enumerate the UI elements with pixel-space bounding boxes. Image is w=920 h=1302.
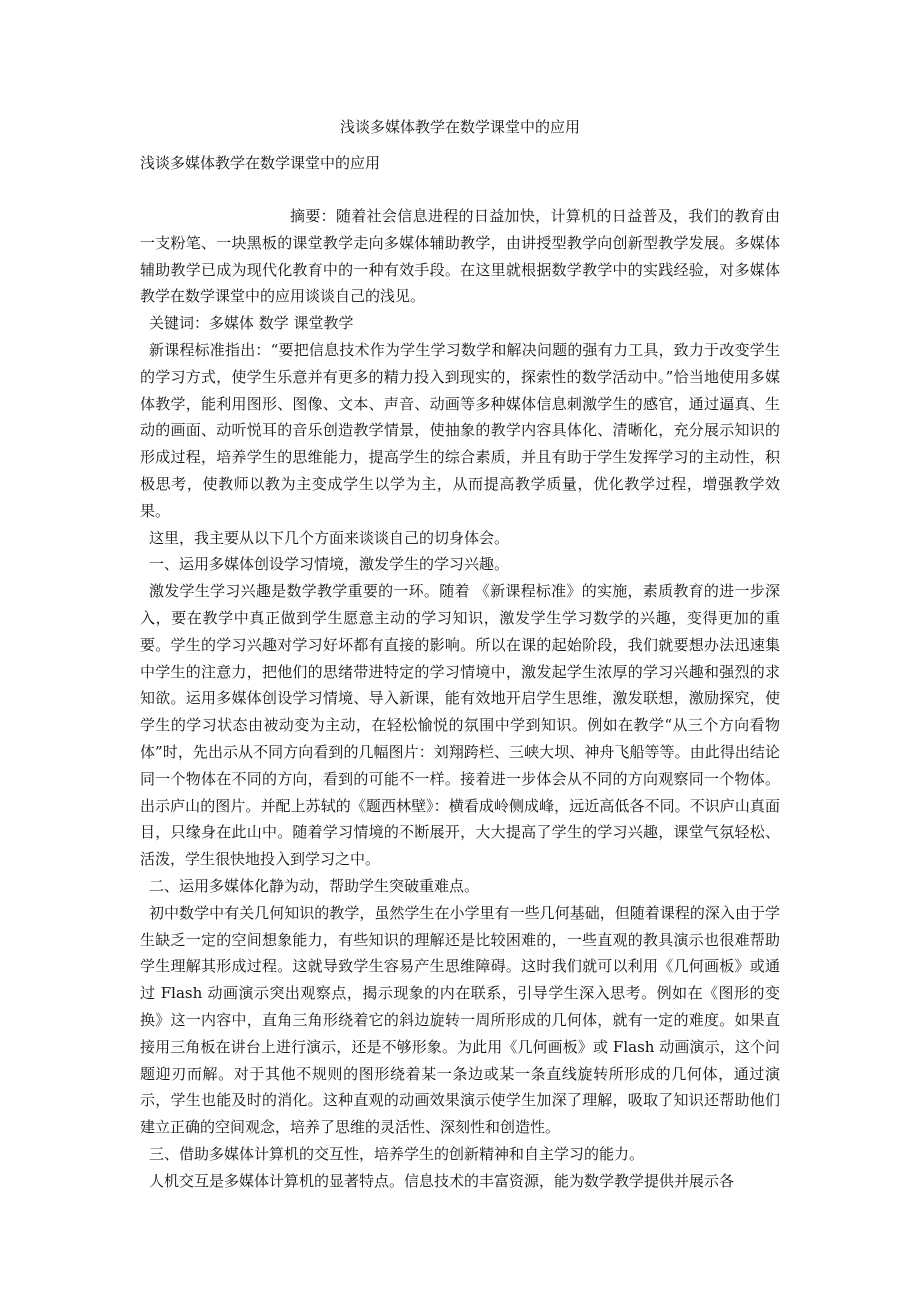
body-paragraph: 新课程标准指出：“要把信息技术作为学生学习数学和解决问题的强有力工具，致力于改变学生的学习方式，使学生乐意并有更多的精力投入到现实的，探索性的数学活动中。”恰当地使用多媒体教学，能利用图形、图像、文本、声音、动画等多种媒体信息刺激学生的感官，通过逼真、生动的画面、动听悦耳的音乐创造教学情景，使抽象的教学内容具体化、清晰化，充分展示知识的形成过程，培养学生的思维能力，提高学生的综合素质，并且有助于学生发挥学习的主动性，积极思考，使教师以教为主变成学生以学为主，从而提高教学质量，优化教学过程，增强教学效果。 [140,340,780,520]
body-paragraph: 初中数学中有关几何知识的教学，虽然学生在小学里有一些几何基础，但随着课程的深入由于学生缺乏一定的空间想象能力，有些知识的理解还是比较困难的，一些直观的教具演示也很难帮助学生理解其形成过程。这就导致学生容易产生思维障碍。这时我们就可以利用《几何画板》或通过 Flash 动画演示突出观察点，揭示现象的内在联系，引导学生深入思考。例如在《图形的变换》这一内容中，直角三角形绕着它的斜边旋转一周所形成的几何体，就有一定的难度。如果直接用三角板在讲台上进行演示，还是不够形象。为此用《几何画板》或 Flash 动画演示，这个问题迎刃而解。对于其他不规则的图形绕着某一条边或某一条直线旋转所形成的几何体，通过演示，学生也能及时的消化。这种直观的动画效果演示使学生加深了理解，吸取了知识还帮助他们建立正确的空间观念，培养了思维的灵活性、深刻性和创造性。 [140,903,780,1137]
document-body [140,203,780,1194]
document-subtitle: 浅谈多媒体教学在数学课堂中的应用 [140,154,381,172]
section-heading-1: 一、运用多媒体创设学习情境，激发学生的学习兴趣。 [149,555,510,574]
document-title: 浅谈多媒体教学在数学课堂中的应用 [339,118,580,136]
body-paragraph: 激发学生学习兴趣是数学教学重要的一环。随着 《新课程标准》的实施，素质教育的进一步深入，要在教学中真正做到学生愿意主动的学习知识，激发学生学习数学的兴趣，变得更加的重要。学生的学习兴趣对学习好坏都有直接的影响。所以在课的起始阶段，我们就要想办法迅速集中学生的注意力，把他们的思绪带进特定的学习情境中，激发起学生浓厚的学习兴趣和强烈的求知欲。运用多媒体创设学习情境、导入新课，能有效地开启学生思维，激发联想，激励探究，使学生的学习状态由被动变为主动，在轻松愉悦的氛围中学到知识。例如在教学“从三个方向看物体”时，先出示从不同方向看到的几幅图片：刘翔跨栏、三峡大坝、神舟飞船等等。由此得出结论 同一个物体在不同的方向，看到的可能不一样。接着进一步体会从不同的方向观察同一个物体。出示庐山的图片。并配上苏轼的《题西林壁》：横看成岭侧成峰，远近高低各不同。不识庐山真面目，只缘身在此山中。随着学习情境的不断展开，大大提高了学生的学习兴趣，课堂气氛轻松、活泼，学生很快地投入到学习之中。 [140,582,780,869]
section-heading-2: 二、运用多媒体化静为动，帮助学生突破重难点。 [149,876,480,895]
body-paragraph: 人机交互是多媒体计算机的显著特点。信息技术的丰富资源，能为数学教学提供并展示各 [149,1171,735,1190]
abstract-paragraph: 摘要：随着社会信息进程的日益加快，计算机的日益普及，我们的教育由一支粉笔、一块黑板的课堂教学走向多媒体辅助教学，由讲授型教学向创新型教学发展。多媒体辅助教学已成为现代化教育中的一种有效手段。在这里就根据数学教学中的实践经验，对多媒体教学在数学课堂中的应用谈谈自己的浅见。 [140,207,780,306]
section-heading-3: 三、借助多媒体计算机的交互性，培养学生的创新精神和自主学习的能力。 [149,1144,645,1163]
keywords-line: 关键词：多媒体 数学 课堂教学 [149,314,354,333]
body-paragraph: 这里，我主要从以下几个方面来谈谈自己的切身体会。 [149,528,510,547]
